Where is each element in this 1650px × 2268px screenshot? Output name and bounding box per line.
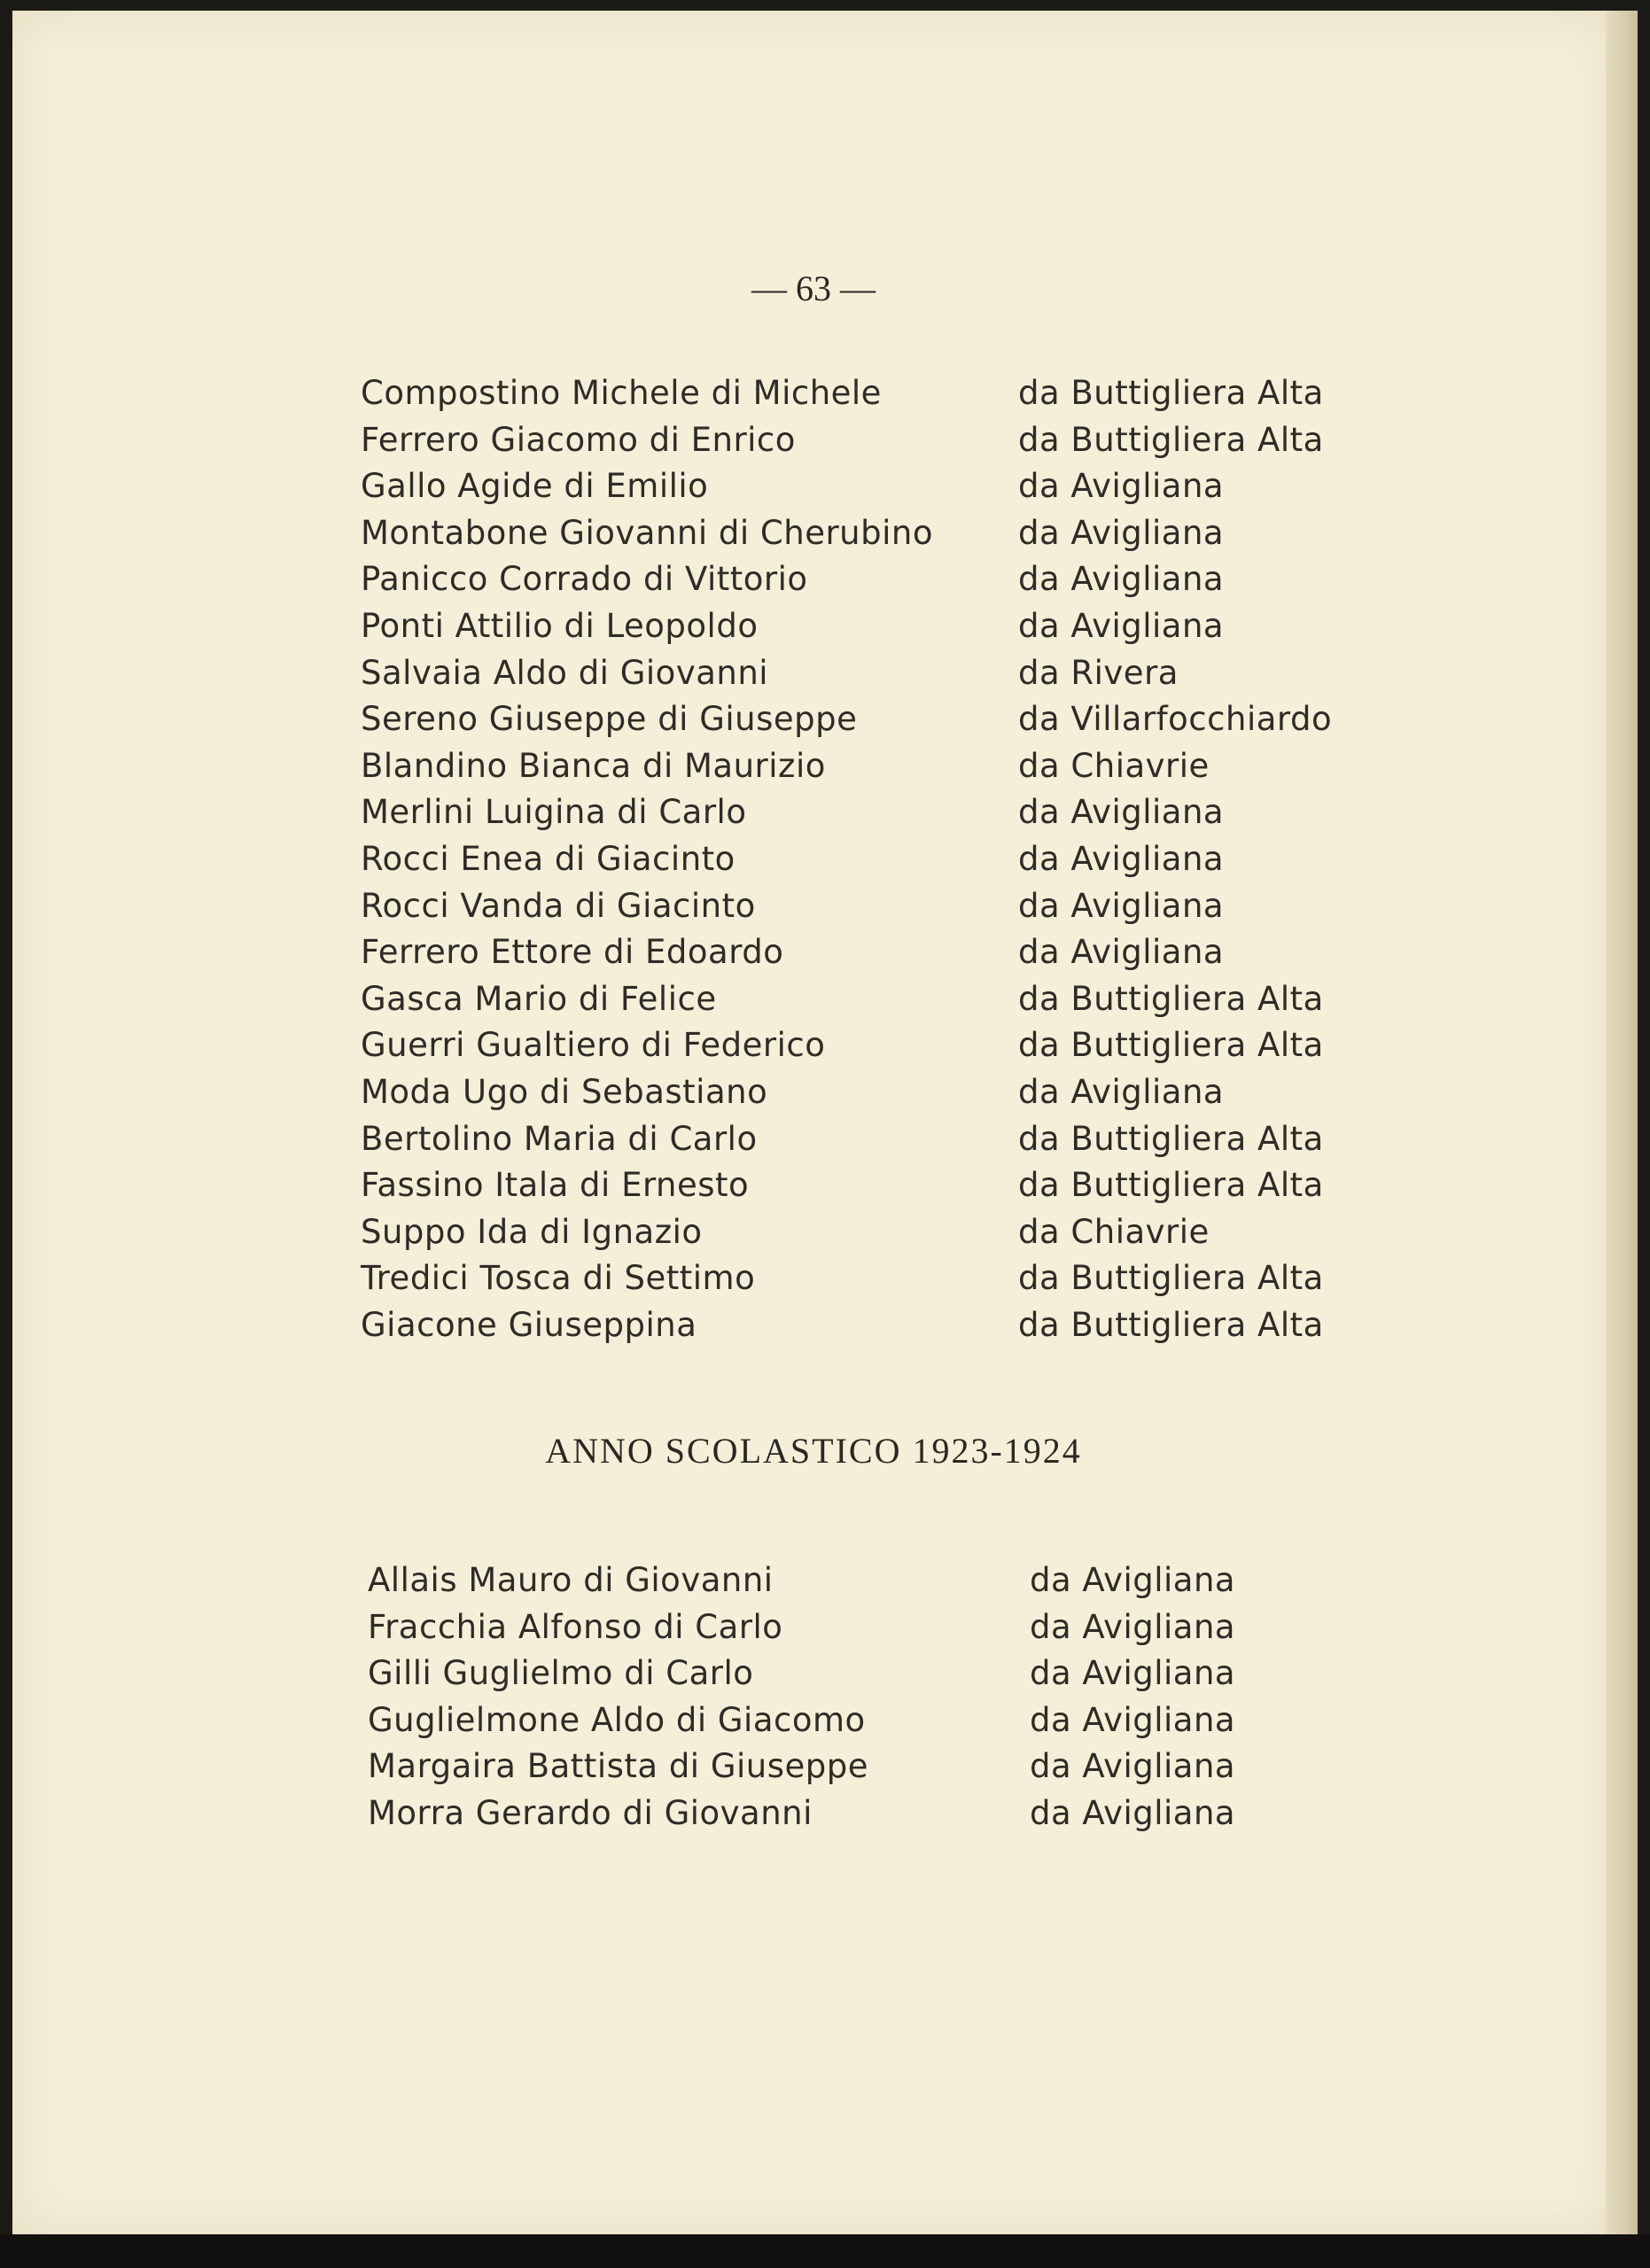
student-name: Ferrero Giacomo di Enrico [361,420,796,459]
scan-bottom-band [0,2234,1650,2268]
student-origin: da Buttigliera Alta [1018,979,1324,1018]
student-name: Guglielmone Aldo di Giacomo [368,1700,866,1739]
section-heading: ANNO SCOLASTICO 1923-1924 [545,1431,1082,1471]
student-origin: da Avigliana [1018,1072,1225,1111]
student-origin: da Buttigliera Alta [1018,1026,1324,1065]
student-name: Ferrero Ettore di Edoardo [361,933,784,972]
student-name: Giacone Giuseppina [361,1305,697,1344]
student-name: Merlini Luigina di Carlo [361,793,747,832]
student-name: Compostino Michele di Michele [361,374,882,412]
student-name: Tredici Tosca di Settimo [361,1259,756,1298]
student-origin: da Chiavrie [1018,1212,1210,1251]
student-origin: da Buttigliera Alta [1018,1305,1324,1344]
student-origin: da Avigliana [1018,793,1225,832]
student-origin: da Avigliana [1030,1607,1236,1646]
student-origin: da Avigliana [1018,513,1225,552]
student-name: Gasca Mario di Felice [361,979,717,1018]
student-origin: da Buttigliera Alta [1018,420,1324,459]
student-name: Morra Gerardo di Giovanni [368,1793,813,1832]
student-origin: da Avigliana [1030,1747,1236,1786]
student-name: Sereno Giuseppe di Giuseppe [361,700,858,739]
student-name: Fassino Itala di Ernesto [361,1166,750,1205]
student-origin: da Buttigliera Alta [1018,1119,1324,1158]
student-name: Fracchia Alfonso di Carlo [368,1607,783,1646]
student-name: Salvaia Aldo di Giovanni [361,653,769,692]
student-origin: da Avigliana [1030,1793,1236,1832]
student-origin: da Avigliana [1018,886,1225,925]
page-number: — 63 — [751,268,876,308]
student-origin: da Avigliana [1018,933,1225,972]
student-name: Gallo Agide di Emilio [361,467,709,506]
student-name: Ponti Attilio di Leopoldo [361,606,759,645]
student-name: Gilli Guglielmo di Carlo [368,1654,754,1693]
student-origin: da Avigliana [1018,467,1225,506]
student-origin: da Buttigliera Alta [1018,374,1324,412]
student-origin: da Rivera [1018,653,1179,692]
student-origin: da Avigliana [1030,1700,1236,1739]
student-name: Margaira Battista di Giuseppe [368,1747,869,1786]
student-name: Guerri Gualtiero di Federico [361,1026,826,1065]
student-origin: da Avigliana [1030,1654,1236,1693]
student-origin: da Villarfocchiardo [1018,700,1333,739]
student-origin: da Buttigliera Alta [1018,1166,1324,1205]
student-name: Suppo Ida di Ignazio [361,1212,703,1251]
student-name: Moda Ugo di Sebastiano [361,1072,768,1111]
student-name: Rocci Enea di Giacinto [361,839,735,878]
book-page [12,11,1615,2234]
student-name: Montabone Giovanni di Cherubino [361,513,933,552]
student-origin: da Chiavrie [1018,746,1210,785]
student-origin: da Avigliana [1030,1561,1236,1599]
student-origin: da Buttigliera Alta [1018,1259,1324,1298]
page-edge [1606,11,1638,2234]
student-name: Bertolino Maria di Carlo [361,1119,758,1158]
student-name: Allais Mauro di Giovanni [368,1561,774,1599]
student-name: Panicco Corrado di Vittorio [361,560,808,599]
student-origin: da Avigliana [1018,606,1225,645]
student-origin: da Avigliana [1018,839,1225,878]
student-name: Rocci Vanda di Giacinto [361,886,756,925]
student-origin: da Avigliana [1018,560,1225,599]
student-name: Blandino Bianca di Maurizio [361,746,826,785]
